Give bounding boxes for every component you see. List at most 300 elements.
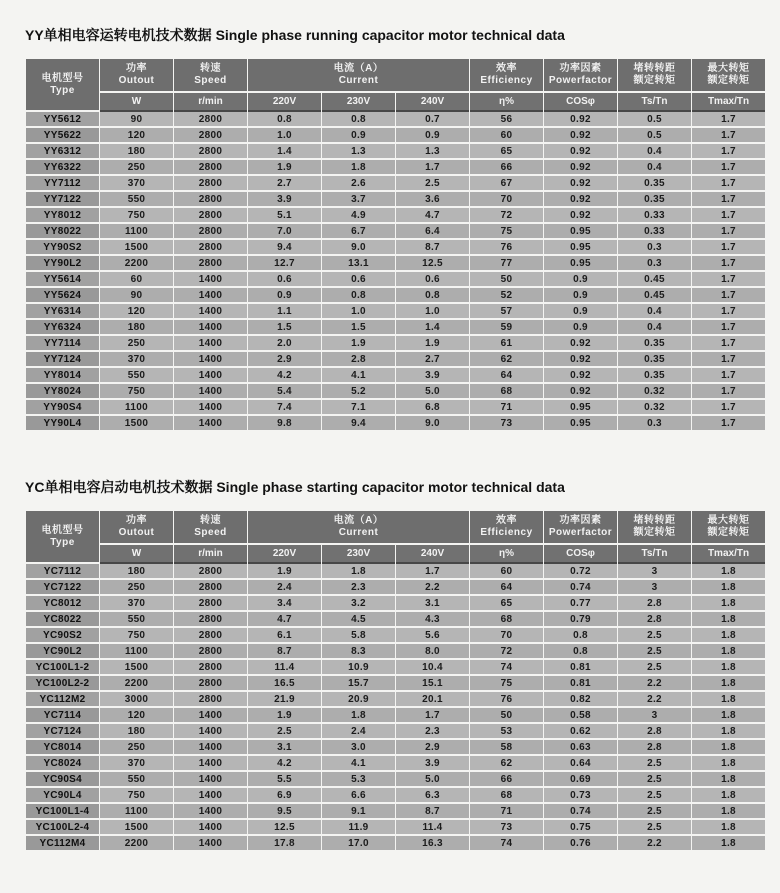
yy-title-en: Single phase running capacitor motor technical data — [215, 27, 565, 43]
value-cell: 0.95 — [544, 224, 617, 238]
value-cell: 2.5 — [618, 644, 691, 658]
value-cell: 3000 — [100, 692, 173, 706]
value-cell: 1.3 — [396, 144, 469, 158]
value-cell: 9.1 — [322, 804, 395, 818]
value-cell: 2.3 — [396, 724, 469, 738]
value-cell: 2.7 — [248, 176, 321, 190]
value-cell: 0.45 — [618, 272, 691, 286]
col-header-powerfactor: 功率因素 Powerfactor — [544, 511, 617, 543]
value-cell: 250 — [100, 740, 173, 754]
table-row — [26, 644, 765, 658]
value-cell: 1.7 — [692, 416, 765, 430]
value-cell: 2.8 — [322, 352, 395, 366]
value-cell: 0.33 — [618, 224, 691, 238]
value-cell: 1400 — [174, 772, 247, 786]
value-cell: 66 — [470, 160, 543, 174]
motor-type-cell: YY7112 — [26, 176, 99, 190]
value-cell: 6.8 — [396, 400, 469, 414]
motor-type-cell: YY6322 — [26, 160, 99, 174]
value-cell: 4.2 — [248, 756, 321, 770]
value-cell: 1.7 — [692, 176, 765, 190]
value-cell: 90 — [100, 288, 173, 302]
value-cell: 73 — [470, 820, 543, 834]
value-cell: 0.95 — [544, 416, 617, 430]
table-row — [26, 820, 765, 834]
value-cell: 68 — [470, 788, 543, 802]
value-cell: 2800 — [174, 612, 247, 626]
table-row — [26, 836, 765, 850]
value-cell: 60 — [470, 564, 543, 578]
value-cell: 1.7 — [692, 272, 765, 286]
value-cell: 1.8 — [322, 160, 395, 174]
value-cell: 8.7 — [396, 804, 469, 818]
unit-cosphi: COSφ — [544, 545, 617, 562]
yc-title-zh: YC单相电容启动电机技术数据 — [25, 479, 213, 495]
table-row — [26, 176, 765, 190]
value-cell: 1.7 — [396, 564, 469, 578]
table-row — [26, 660, 765, 674]
value-cell: 0.35 — [618, 192, 691, 206]
motor-type-cell: YC90L4 — [26, 788, 99, 802]
value-cell: 17.8 — [248, 836, 321, 850]
table-row — [26, 564, 765, 578]
value-cell: 60 — [100, 272, 173, 286]
value-cell: 550 — [100, 772, 173, 786]
motor-type-cell: YC90S2 — [26, 628, 99, 642]
value-cell: 0.9 — [544, 320, 617, 334]
value-cell: 1400 — [174, 336, 247, 350]
value-cell: 2.5 — [248, 724, 321, 738]
value-cell: 6.6 — [322, 788, 395, 802]
value-cell: 3.7 — [322, 192, 395, 206]
value-cell: 2800 — [174, 112, 247, 126]
value-cell: 5.2 — [322, 384, 395, 398]
value-cell: 1.7 — [692, 368, 765, 382]
value-cell: 1.8 — [692, 804, 765, 818]
value-cell: 0.9 — [248, 288, 321, 302]
value-cell: 120 — [100, 128, 173, 142]
value-cell: 0.3 — [618, 256, 691, 270]
unit-eta: η% — [470, 545, 543, 562]
value-cell: 550 — [100, 612, 173, 626]
value-cell: 0.73 — [544, 788, 617, 802]
value-cell: 2800 — [174, 128, 247, 142]
value-cell: 0.92 — [544, 368, 617, 382]
value-cell: 1.5 — [248, 320, 321, 334]
value-cell: 1.8 — [692, 596, 765, 610]
header-row-units — [26, 545, 765, 562]
value-cell: 120 — [100, 708, 173, 722]
value-cell: 72 — [470, 208, 543, 222]
value-cell: 4.2 — [248, 368, 321, 382]
table-row — [26, 804, 765, 818]
motor-type-cell: YY8022 — [26, 224, 99, 238]
value-cell: 9.5 — [248, 804, 321, 818]
value-cell: 0.35 — [618, 176, 691, 190]
value-cell: 8.7 — [396, 240, 469, 254]
value-cell: 2800 — [174, 644, 247, 658]
motor-type-cell: YY90L4 — [26, 416, 99, 430]
value-cell: 0.4 — [618, 304, 691, 318]
value-cell: 2800 — [174, 240, 247, 254]
value-cell: 9.0 — [322, 240, 395, 254]
motor-type-cell: YC8022 — [26, 612, 99, 626]
value-cell: 50 — [470, 708, 543, 722]
table-row — [26, 384, 765, 398]
value-cell: 8.3 — [322, 644, 395, 658]
unit-tmax-tn: Tmax/Tn — [692, 545, 765, 562]
value-cell: 0.9 — [544, 304, 617, 318]
value-cell: 1400 — [174, 724, 247, 738]
value-cell: 0.8 — [322, 112, 395, 126]
value-cell: 2800 — [174, 192, 247, 206]
value-cell: 6.3 — [396, 788, 469, 802]
value-cell: 3.0 — [322, 740, 395, 754]
motor-type-cell: YC90S4 — [26, 772, 99, 786]
value-cell: 3.1 — [396, 596, 469, 610]
value-cell: 2200 — [100, 836, 173, 850]
yc-motor-spec-table — [25, 509, 766, 852]
table-row — [26, 580, 765, 594]
value-cell: 1.1 — [248, 304, 321, 318]
value-cell: 180 — [100, 564, 173, 578]
unit-240v: 240V — [396, 93, 469, 110]
unit-230v: 230V — [322, 93, 395, 110]
value-cell: 52 — [470, 288, 543, 302]
motor-type-cell: YY6312 — [26, 144, 99, 158]
value-cell: 1100 — [100, 644, 173, 658]
value-cell: 59 — [470, 320, 543, 334]
motor-type-cell: YC100L2-2 — [26, 676, 99, 690]
value-cell: 2.5 — [618, 772, 691, 786]
value-cell: 1400 — [174, 288, 247, 302]
value-cell: 5.0 — [396, 384, 469, 398]
motor-type-cell: YC112M2 — [26, 692, 99, 706]
value-cell: 64 — [470, 580, 543, 594]
value-cell: 6.9 — [248, 788, 321, 802]
value-cell: 1.8 — [692, 788, 765, 802]
value-cell: 0.8 — [396, 288, 469, 302]
value-cell: 90 — [100, 112, 173, 126]
value-cell: 61 — [470, 336, 543, 350]
value-cell: 2.9 — [248, 352, 321, 366]
value-cell: 180 — [100, 320, 173, 334]
value-cell: 50 — [470, 272, 543, 286]
value-cell: 1.4 — [248, 144, 321, 158]
value-cell: 1.7 — [692, 400, 765, 414]
value-cell: 2.7 — [396, 352, 469, 366]
value-cell: 0.75 — [544, 820, 617, 834]
value-cell: 0.35 — [618, 368, 691, 382]
unit-240v: 240V — [396, 545, 469, 562]
motor-type-cell: YC8014 — [26, 740, 99, 754]
table-row — [26, 160, 765, 174]
value-cell: 0.35 — [618, 336, 691, 350]
value-cell: 11.9 — [322, 820, 395, 834]
value-cell: 70 — [470, 628, 543, 642]
value-cell: 10.4 — [396, 660, 469, 674]
value-cell: 0.5 — [618, 112, 691, 126]
value-cell: 1.7 — [692, 304, 765, 318]
value-cell: 0.74 — [544, 580, 617, 594]
value-cell: 1.0 — [396, 304, 469, 318]
value-cell: 1.9 — [396, 336, 469, 350]
value-cell: 1.8 — [692, 836, 765, 850]
col-header-current: 电流（A） Current — [248, 511, 469, 543]
value-cell: 1400 — [174, 804, 247, 818]
table-row — [26, 304, 765, 318]
value-cell: 1.7 — [692, 384, 765, 398]
value-cell: 0.4 — [618, 160, 691, 174]
table-row — [26, 320, 765, 334]
value-cell: 0.92 — [544, 192, 617, 206]
value-cell: 4.1 — [322, 756, 395, 770]
value-cell: 0.69 — [544, 772, 617, 786]
table-row — [26, 772, 765, 786]
value-cell: 0.72 — [544, 564, 617, 578]
value-cell: 3.6 — [396, 192, 469, 206]
value-cell: 1.0 — [322, 304, 395, 318]
value-cell: 1.5 — [322, 320, 395, 334]
yc-table-body — [26, 564, 765, 850]
value-cell: 2.4 — [322, 724, 395, 738]
value-cell: 1400 — [174, 384, 247, 398]
value-cell: 750 — [100, 788, 173, 802]
value-cell: 58 — [470, 740, 543, 754]
header-row-main — [26, 511, 765, 543]
value-cell: 70 — [470, 192, 543, 206]
value-cell: 1.9 — [248, 708, 321, 722]
table-row — [26, 288, 765, 302]
value-cell: 2.5 — [618, 804, 691, 818]
value-cell: 6.7 — [322, 224, 395, 238]
value-cell: 1.7 — [692, 352, 765, 366]
value-cell: 62 — [470, 756, 543, 770]
value-cell: 0.92 — [544, 384, 617, 398]
value-cell: 0.95 — [544, 240, 617, 254]
value-cell: 2800 — [174, 628, 247, 642]
value-cell: 0.3 — [618, 240, 691, 254]
table-row — [26, 240, 765, 254]
value-cell: 2.5 — [618, 628, 691, 642]
value-cell: 1400 — [174, 740, 247, 754]
value-cell: 2.5 — [618, 660, 691, 674]
value-cell: 2.8 — [618, 724, 691, 738]
value-cell: 4.9 — [322, 208, 395, 222]
value-cell: 9.8 — [248, 416, 321, 430]
table-row — [26, 128, 765, 142]
value-cell: 1.7 — [692, 208, 765, 222]
table-row — [26, 740, 765, 754]
motor-type-cell: YC8012 — [26, 596, 99, 610]
value-cell: 17.0 — [322, 836, 395, 850]
unit-rpm: r/min — [174, 93, 247, 110]
value-cell: 1.8 — [692, 628, 765, 642]
value-cell: 0.9 — [322, 128, 395, 142]
col-header-type: 电机型号 Type — [26, 59, 99, 110]
value-cell: 5.3 — [322, 772, 395, 786]
value-cell: 65 — [470, 144, 543, 158]
value-cell: 1100 — [100, 804, 173, 818]
value-cell: 1.7 — [692, 288, 765, 302]
motor-type-cell: YY8024 — [26, 384, 99, 398]
value-cell: 1.8 — [692, 660, 765, 674]
value-cell: 66 — [470, 772, 543, 786]
value-cell: 2800 — [174, 660, 247, 674]
value-cell: 1.8 — [692, 756, 765, 770]
value-cell: 20.1 — [396, 692, 469, 706]
value-cell: 4.5 — [322, 612, 395, 626]
col-header-locked-torque: 堵转转距 额定转矩 — [618, 59, 691, 91]
col-header-locked-torque: 堵转转距 额定转矩 — [618, 511, 691, 543]
motor-type-cell: YC100L1-4 — [26, 804, 99, 818]
value-cell: 2.0 — [248, 336, 321, 350]
value-cell: 1100 — [100, 224, 173, 238]
value-cell: 1.7 — [692, 160, 765, 174]
value-cell: 0.8 — [322, 288, 395, 302]
motor-type-cell: YC7114 — [26, 708, 99, 722]
motor-type-cell: YY90S4 — [26, 400, 99, 414]
table-row — [26, 596, 765, 610]
value-cell: 12.5 — [396, 256, 469, 270]
value-cell: 71 — [470, 804, 543, 818]
value-cell: 3.1 — [248, 740, 321, 754]
motor-type-cell: YC100L1-2 — [26, 660, 99, 674]
col-header-powerfactor: 功率因素 Powerfactor — [544, 59, 617, 91]
value-cell: 7.0 — [248, 224, 321, 238]
motor-type-cell: YY6314 — [26, 304, 99, 318]
motor-type-cell: YY5614 — [26, 272, 99, 286]
value-cell: 2.8 — [618, 612, 691, 626]
value-cell: 0.95 — [544, 400, 617, 414]
table-row — [26, 692, 765, 706]
value-cell: 250 — [100, 336, 173, 350]
yy-title-zh: YY单相电容运转电机技术数据 — [25, 27, 212, 43]
value-cell: 2.8 — [618, 596, 691, 610]
value-cell: 4.1 — [322, 368, 395, 382]
yc-table-title — [25, 478, 755, 496]
value-cell: 4.7 — [396, 208, 469, 222]
table-row — [26, 336, 765, 350]
unit-rpm: r/min — [174, 545, 247, 562]
value-cell: 2.2 — [396, 580, 469, 594]
value-cell: 2800 — [174, 224, 247, 238]
value-cell: 1.7 — [692, 112, 765, 126]
value-cell: 0.6 — [248, 272, 321, 286]
value-cell: 57 — [470, 304, 543, 318]
table-row — [26, 612, 765, 626]
unit-230v: 230V — [322, 545, 395, 562]
value-cell: 9.4 — [248, 240, 321, 254]
value-cell: 0.64 — [544, 756, 617, 770]
value-cell: 1.8 — [692, 612, 765, 626]
table-row — [26, 208, 765, 222]
yc-title-en: Single phase starting capacitor motor technical data — [216, 479, 565, 495]
value-cell: 5.1 — [248, 208, 321, 222]
value-cell: 56 — [470, 112, 543, 126]
value-cell: 1.8 — [692, 676, 765, 690]
value-cell: 2.5 — [618, 820, 691, 834]
value-cell: 0.35 — [618, 352, 691, 366]
value-cell: 74 — [470, 660, 543, 674]
yy-motor-spec-table — [25, 57, 766, 432]
value-cell: 73 — [470, 416, 543, 430]
value-cell: 21.9 — [248, 692, 321, 706]
col-header-efficiency: 效率 Efficiency — [470, 511, 543, 543]
col-header-max-torque: 最大转矩 额定转矩 — [692, 511, 765, 543]
motor-type-cell: YY8012 — [26, 208, 99, 222]
value-cell: 0.92 — [544, 336, 617, 350]
yy-table-body — [26, 112, 765, 430]
value-cell: 1100 — [100, 400, 173, 414]
value-cell: 2.2 — [618, 676, 691, 690]
value-cell: 1.8 — [692, 692, 765, 706]
value-cell: 1400 — [174, 416, 247, 430]
value-cell: 0.92 — [544, 176, 617, 190]
value-cell: 250 — [100, 160, 173, 174]
value-cell: 0.74 — [544, 804, 617, 818]
value-cell: 53 — [470, 724, 543, 738]
value-cell: 76 — [470, 692, 543, 706]
value-cell: 2800 — [174, 676, 247, 690]
table-row — [26, 368, 765, 382]
value-cell: 16.3 — [396, 836, 469, 850]
value-cell: 1400 — [174, 788, 247, 802]
value-cell: 2800 — [174, 564, 247, 578]
value-cell: 1.9 — [322, 336, 395, 350]
unit-cosphi: COSφ — [544, 93, 617, 110]
table-row — [26, 416, 765, 430]
value-cell: 370 — [100, 596, 173, 610]
value-cell: 5.6 — [396, 628, 469, 642]
value-cell: 1.9 — [248, 564, 321, 578]
value-cell: 1.3 — [322, 144, 395, 158]
value-cell: 1.0 — [248, 128, 321, 142]
motor-type-cell: YY5612 — [26, 112, 99, 126]
value-cell: 1400 — [174, 400, 247, 414]
value-cell: 750 — [100, 628, 173, 642]
value-cell: 1.8 — [692, 564, 765, 578]
value-cell: 0.63 — [544, 740, 617, 754]
value-cell: 1400 — [174, 368, 247, 382]
value-cell: 0.79 — [544, 612, 617, 626]
col-header-output: 功率 Outout — [100, 511, 173, 543]
motor-type-cell: YC100L2-4 — [26, 820, 99, 834]
value-cell: 1.8 — [692, 820, 765, 834]
value-cell: 2800 — [174, 692, 247, 706]
value-cell: 75 — [470, 224, 543, 238]
value-cell: 3.2 — [322, 596, 395, 610]
value-cell: 1.8 — [692, 644, 765, 658]
value-cell: 1400 — [174, 352, 247, 366]
value-cell: 0.77 — [544, 596, 617, 610]
yc-table-header — [26, 511, 765, 562]
value-cell: 13.1 — [322, 256, 395, 270]
value-cell: 62 — [470, 352, 543, 366]
value-cell: 1500 — [100, 660, 173, 674]
table-row — [26, 272, 765, 286]
value-cell: 0.92 — [544, 208, 617, 222]
value-cell: 1500 — [100, 416, 173, 430]
value-cell: 3 — [618, 708, 691, 722]
table-row — [26, 256, 765, 270]
motor-type-cell: YC8024 — [26, 756, 99, 770]
table-row — [26, 352, 765, 366]
value-cell: 0.6 — [322, 272, 395, 286]
value-cell: 1.8 — [692, 772, 765, 786]
motor-type-cell: YC112M4 — [26, 836, 99, 850]
col-header-speed: 转速 Speed — [174, 511, 247, 543]
